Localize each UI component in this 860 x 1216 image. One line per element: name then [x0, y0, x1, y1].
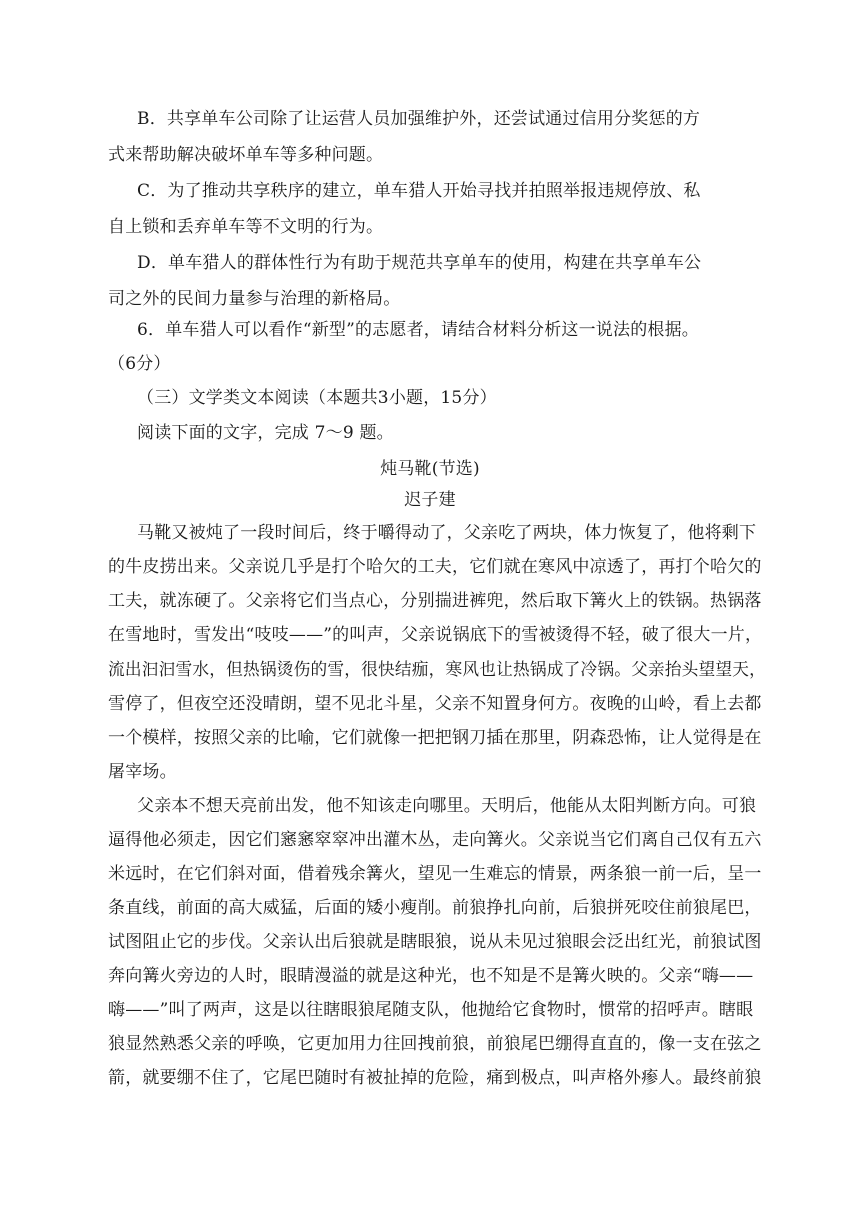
- option-b-line-1: B．共享单车公司除了让运营人员加强维护外，还尝试通过信用分奖惩的方: [137, 109, 701, 129]
- option-b-line-2: 式来帮助解决破坏单车等多种问题。: [108, 145, 384, 165]
- article-line: 奔向篝火旁边的人时，眼睛漫溢的就是这种光，也不知是不是篝火映的。父亲“嗨——: [108, 966, 754, 986]
- article-line: 在雪地时，雪发出“吱吱——”的叫声，父亲说锅底下的雪被烫得不轻，破了很大一片，: [108, 625, 763, 645]
- article-line: 逼得他必须走，因它们窸窸窣窣冲出灌木丛，走向篝火。父亲说当它们离自己仅有五六: [108, 830, 762, 850]
- article-line: 雪停了，但夜空还没晴朗，望不见北斗星，父亲不知置身何方。夜晚的山岭，看上去都: [108, 694, 762, 714]
- question-6-line-1: 6．单车猎人可以看作“新型”的志愿者，请结合材料分析这一说法的根据。: [137, 320, 699, 340]
- article-line: 箭，就要绷不住了，它尾巴随时有被扯掉的危险，痛到极点，叫声格外瘆人。最终前狼: [108, 1068, 762, 1088]
- article-line: 试图阻止它的步伐。父亲认出后狼就是瞎眼狼，说从未见过狼眼会泛出红光，前狼试图: [108, 932, 762, 952]
- article-author: 迟子建: [404, 490, 456, 510]
- article-line: 屠宰场。: [108, 762, 177, 782]
- article-line: 狼显然熟悉父亲的呼唤，它更加用力往回拽前狼，前狼尾巴绷得直直的，像一支在弦之: [108, 1034, 762, 1054]
- article-line: 流出汩汩雪水，但热锅烫伤的雪，很快结痂，寒风也让热锅成了冷锅。父亲抬头望望天，: [108, 660, 767, 680]
- section-heading: （三）文学类文本阅读（本题共3小题，15分）: [137, 388, 497, 408]
- article-line: 工夫，就冻硬了。父亲将它们当点心，分别揣进裤兜，然后取下篝火上的铁锅。热锅落: [108, 591, 762, 611]
- section-instruction: 阅读下面的文字，完成 7～9 题。: [137, 423, 394, 443]
- option-d-line-2: 司之外的民间力量参与治理的新格局。: [108, 289, 401, 309]
- article-line: 条直线，前面的高大威猛，后面的矮小瘦削。前狼挣扎向前，后狼拼死咬住前狼尾巴，: [108, 898, 762, 918]
- article-line: 马靴又被炖了一段时间后，终于嚼得动了，父亲吃了两块，体力恢复了，他将剩下: [137, 523, 757, 543]
- article-line: 米远时，在它们斜对面，借着残余篝火，望见一生难忘的情景，两条狼一前一后，呈一: [108, 864, 762, 884]
- option-c-line-1: C．为了推动共享秩序的建立，单车猎人开始寻找并拍照举报违规停放、私: [137, 181, 701, 201]
- article-line: 的牛皮捞出来。父亲说几乎是打个哈欠的工夫，它们就在寒风中凉透了，再打个哈欠的: [108, 557, 762, 577]
- article-title: 炖马靴(节选): [380, 459, 480, 479]
- article-line: 嗨——”叫了两声，这是以往瞎眼狼尾随支队，他抛给它食物时，惯常的招呼声。瞎眼: [108, 1000, 754, 1020]
- option-c-line-2: 自上锁和丢弃单车等不文明的行为。: [108, 217, 384, 237]
- article-line: 一个模样，按照父亲的比喻，它们就像一把把钢刀插在那里，阴森恐怖，让人觉得是在: [108, 728, 762, 748]
- article-line: 父亲本不想天亮前出发，他不知该走向哪里。天明后，他能从太阳判断方向。可狼: [137, 796, 757, 816]
- option-d-line-1: D．单车猎人的群体性行为有助于规范共享单车的使用，构建在共享单车公: [137, 253, 702, 273]
- question-6-line-2: （6分）: [108, 354, 171, 374]
